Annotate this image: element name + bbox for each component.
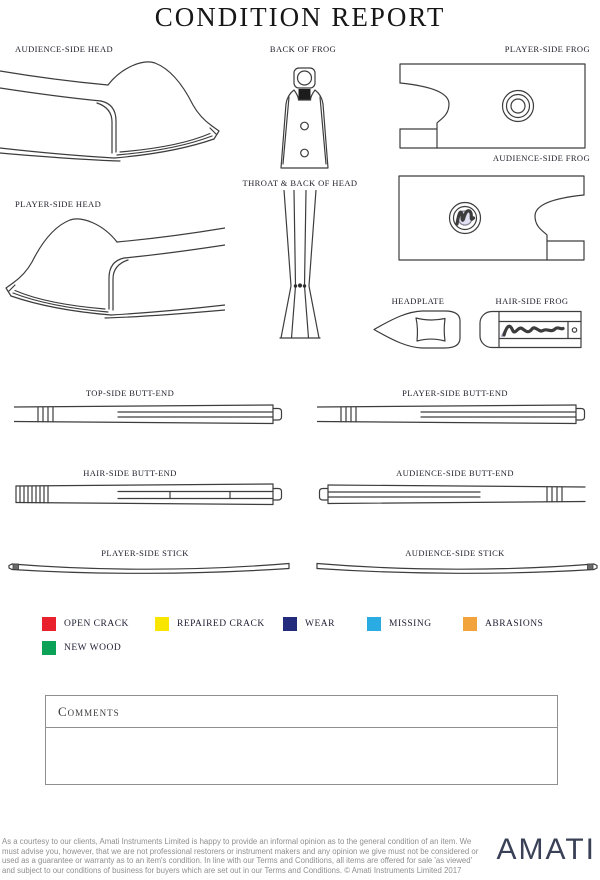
abrasions-label: ABRASIONS [485,619,544,629]
comments-input[interactable] [46,728,557,783]
legend-item-abrasions [463,617,543,631]
missing-swatch [367,617,381,631]
page-title: CONDITION REPORT [154,2,446,32]
label-top-side-butt-end: TOP-SIDE BUTT-END [85,388,175,398]
comments-label: Comments [58,703,120,719]
missing-label: MISSING [389,619,432,629]
open-crack-swatch [42,617,56,631]
abrasions-swatch [463,617,477,631]
legend-item-missing [367,617,432,631]
player-side-stick-drawing [8,559,292,577]
wear-swatch [283,617,297,631]
open-crack-label: OPEN CRACK [64,619,129,629]
hair-side-frog-drawing [477,307,587,352]
legend-item-open-crack [42,617,129,631]
player-side-frog-drawing [394,55,590,151]
label-player-side-stick: PLAYER-SIDE STICK [101,548,189,558]
audience-side-butt-end-drawing [317,479,587,509]
label-headplate: HEADPLATE [391,296,445,306]
repaired-crack-label: REPAIRED CRACK [177,619,265,629]
comments-header [46,696,557,728]
new-wood-swatch [42,641,56,655]
throat-back-of-head-drawing [276,190,324,342]
amati-logo: AMATI [496,833,596,866]
label-hair-side-butt-end: HAIR-SIDE BUTT-END [83,468,177,478]
new-wood-label: NEW WOOD [64,643,122,653]
repaired-crack-swatch [155,617,169,631]
label-audience-side-butt-end: AUDIENCE-SIDE BUTT-END [396,468,514,478]
label-player-side-head: PLAYER-SIDE HEAD [15,199,102,209]
label-throat-back-of-head: THROAT & BACK OF HEAD [242,178,358,188]
top-side-butt-end-drawing [14,399,284,429]
audience-side-stick-drawing [314,559,598,577]
legend-item-new-wood [42,641,121,655]
audience-side-head-drawing [0,55,225,167]
label-back-of-frog: BACK OF FROG [269,44,337,54]
comments-box [45,695,558,785]
hair-side-butt-end-drawing [14,479,284,509]
label-audience-side-frog: AUDIENCE-SIDE FROG [492,153,590,163]
wear-label: WEAR [305,619,335,629]
legend-item-repaired-crack [155,617,265,631]
label-player-side-frog: PLAYER-SIDE FROG [504,44,590,54]
audience-side-frog-drawing [394,167,590,263]
label-player-side-butt-end: PLAYER-SIDE BUTT-END [402,388,508,398]
disclaimer-text: As a courtesy to our clients, Amati Instruments Limited is happy to provide an informal opinion as to the general condition of an item. We must advise you, however, that we are not professional restorers or instrument makers and any opinion we give must not be considered or used as a guarantee or warranty as to an item's condition. In line with our Terms and Conditions, all items are offered for sale 'as viewed' and subject to our conditions of business for buyers which are set out in our Terms and Conditions. © Amati Instruments Limited 2017 [2,837,479,875]
label-audience-side-head: AUDIENCE-SIDE HEAD [15,44,114,54]
legend-item-wear [283,617,335,631]
label-audience-side-stick: AUDIENCE-SIDE STICK [405,548,505,558]
back-of-frog-drawing [272,66,334,178]
wear-mark-hair-side-frog [504,326,563,335]
player-side-butt-end-drawing [317,399,587,429]
label-hair-side-frog: HAIR-SIDE FROG [495,296,569,306]
headplate-drawing [372,307,464,352]
player-side-head-drawing [0,212,225,324]
